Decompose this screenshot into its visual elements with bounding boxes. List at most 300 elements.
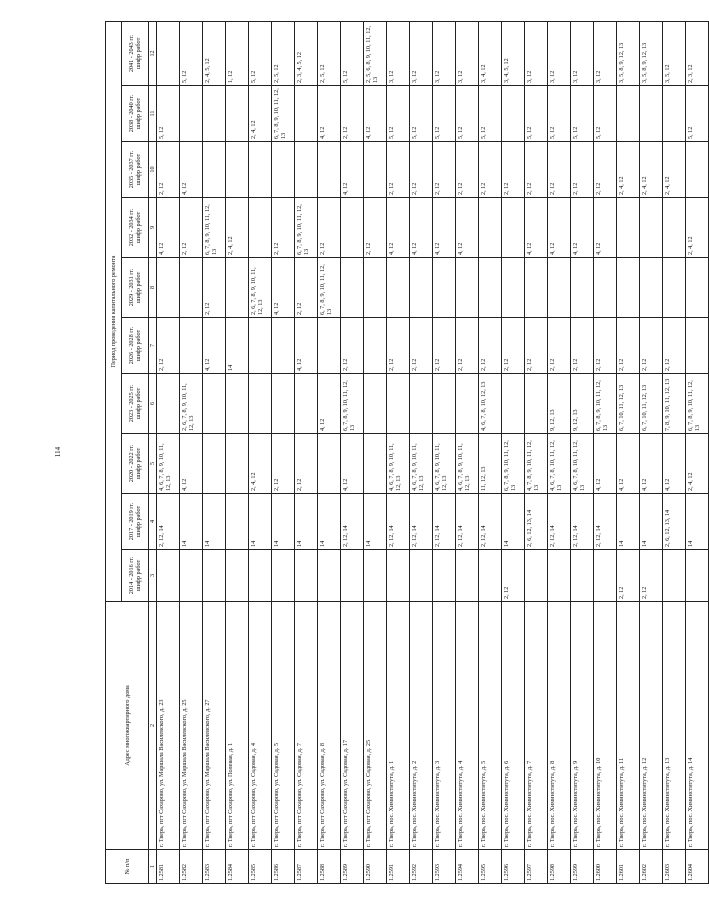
work-code-cell: 5, 12 — [686, 86, 709, 142]
work-code-cell: 2, 12 — [594, 318, 617, 374]
page-number: 114 — [54, 446, 62, 458]
table-row — [479, 21, 502, 883]
column-number: 8 — [149, 258, 157, 318]
period-subtitle: шифр работ — [135, 447, 142, 480]
work-code-cell: 3, 12 — [525, 21, 548, 85]
work-code-cell — [663, 550, 686, 602]
work-code-cell — [479, 550, 502, 602]
table-row — [525, 21, 548, 883]
work-code-cell: 3, 5, 8, 9, 12, 13 — [617, 21, 640, 85]
work-code-cell — [180, 318, 203, 374]
row-number: 1.2603 — [663, 850, 686, 884]
work-code-cell — [180, 258, 203, 318]
work-code-cell: 2, 12 — [318, 198, 341, 258]
row-number: 1.2598 — [548, 850, 571, 884]
work-code-cell: 5, 12 — [387, 86, 410, 142]
work-code-cell — [663, 86, 686, 142]
table-row — [502, 21, 525, 883]
work-code-cell: 2, 12 — [479, 318, 502, 374]
work-code-cell — [226, 86, 249, 142]
work-code-cell — [249, 318, 272, 374]
work-code-cell — [249, 374, 272, 434]
work-code-cell: 14 — [295, 494, 318, 550]
row-address: г. Тверь, пгт Сахарово, ул. Маршала Василевского, д. 27 — [203, 602, 226, 850]
work-code-cell — [364, 318, 387, 374]
work-code-cell: 2, 12 — [571, 318, 594, 374]
header-period: Период проведения капитального ремонта — [106, 21, 122, 601]
work-code-cell: 2, 4, 12 — [686, 434, 709, 494]
row-number: 1.2599 — [571, 850, 594, 884]
work-code-cell — [203, 550, 226, 602]
work-code-cell — [479, 258, 502, 318]
work-code-cell — [203, 374, 226, 434]
work-code-cell: 2, 12 — [272, 434, 295, 494]
row-address: г. Тверь, пос. Химинститута, д. 8 — [548, 602, 571, 850]
work-code-cell: 6, 7, 8, 9, 10, 11, 12, 13 — [594, 374, 617, 434]
row-address: г. Тверь, пос. Химинститута, д. 10 — [594, 602, 617, 850]
work-code-cell: 2, 12 — [663, 318, 686, 374]
work-code-cell: 2, 12 — [341, 318, 364, 374]
work-code-cell: 4, 12 — [295, 318, 318, 374]
work-code-cell — [663, 258, 686, 318]
work-code-cell — [203, 86, 226, 142]
work-code-cell — [157, 374, 180, 434]
row-number: 1.2586 — [272, 850, 295, 884]
row-number: 1.2596 — [502, 850, 525, 884]
work-code-cell — [272, 550, 295, 602]
period-subtitle: шифр работ — [135, 271, 142, 304]
row-address: г. Тверь, пос. Химинститута, д. 12 — [640, 602, 663, 850]
work-code-cell: 14 — [502, 494, 525, 550]
rotated-table-container — [105, 22, 701, 884]
work-code-cell: 2, 12 — [157, 142, 180, 198]
header-period-8 — [122, 142, 149, 198]
row-number: 1.2583 — [203, 850, 226, 884]
table-row — [594, 21, 617, 883]
work-code-cell: 14 — [272, 494, 295, 550]
work-code-cell: 14 — [318, 494, 341, 550]
column-number: 3 — [149, 550, 157, 602]
work-code-cell: 3, 12 — [548, 21, 571, 85]
period-range: 2038 - 2040 гг. — [128, 94, 135, 133]
row-number: 1.2589 — [341, 850, 364, 884]
row-number: 1.2604 — [686, 850, 709, 884]
work-code-cell: 2, 12 — [640, 550, 663, 602]
work-code-cell: 4, 12 — [410, 198, 433, 258]
row-address: г. Тверь, пос. Химинститута, д. 14 — [686, 602, 709, 850]
work-code-cell: 14 — [180, 494, 203, 550]
work-code-cell: 4, 12 — [180, 142, 203, 198]
work-code-cell — [272, 374, 295, 434]
work-code-cell: 6, 7, 8, 9, 10, 11, 12, 13 — [341, 374, 364, 434]
work-code-cell: 2, 12 — [410, 318, 433, 374]
work-code-cell: 3, 12 — [410, 21, 433, 85]
work-code-cell: 2, 6, 7, 8, 9, 10, 11, 12, 13 — [180, 374, 203, 434]
table-row — [387, 21, 410, 883]
work-code-cell — [525, 550, 548, 602]
work-code-cell: 2, 12 — [387, 318, 410, 374]
work-code-cell — [318, 142, 341, 198]
work-code-cell: 3, 5, 12 — [663, 21, 686, 85]
work-code-cell — [594, 550, 617, 602]
work-code-cell — [410, 374, 433, 434]
work-code-cell: 4, 12 — [571, 198, 594, 258]
work-code-cell: 2, 12, 14 — [548, 494, 571, 550]
work-code-cell — [456, 550, 479, 602]
work-code-cell: 3, 12 — [594, 21, 617, 85]
work-code-cell: 2, 12 — [548, 318, 571, 374]
table-body — [157, 21, 709, 883]
work-code-cell: 4, 6, 7, 8, 9, 10, 11, 12, 13 — [157, 434, 180, 494]
column-number: 10 — [149, 142, 157, 198]
header-period-1 — [122, 550, 149, 602]
table-row — [249, 21, 272, 883]
work-code-cell: 2, 5, 6, 8, 9, 10, 11, 12, 13 — [364, 21, 387, 85]
work-code-cell: 14 — [203, 494, 226, 550]
column-number: 12 — [149, 21, 157, 85]
work-code-cell: 5, 12 — [456, 86, 479, 142]
work-code-cell: 2, 3, 12 — [686, 21, 709, 85]
work-code-cell — [387, 258, 410, 318]
work-code-cell: 2, 12 — [180, 198, 203, 258]
work-code-cell — [410, 258, 433, 318]
column-number: 5 — [149, 434, 157, 494]
work-code-cell: 5, 12 — [157, 86, 180, 142]
header-no: № п/п — [106, 850, 149, 884]
work-code-cell: 6, 7, 8, 9, 10, 11, 12, 13 — [318, 258, 341, 318]
work-code-cell — [525, 374, 548, 434]
row-number: 1.2584 — [226, 850, 249, 884]
work-code-cell — [364, 434, 387, 494]
work-code-cell: 3, 12 — [433, 21, 456, 85]
row-address: г. Тверь, пгт Сахарово, ул. Садовая, д. 4 — [249, 602, 272, 850]
work-code-cell — [502, 86, 525, 142]
work-code-cell: 3, 5, 8, 9, 12, 13 — [640, 21, 663, 85]
work-code-cell — [203, 142, 226, 198]
row-address: г. Тверь, пос. Химинститута, д. 6 — [502, 602, 525, 850]
row-address: г. Тверь, пос. Химинститута, д. 1 — [387, 602, 410, 850]
work-code-cell: 2, 3, 4, 5, 12 — [295, 21, 318, 85]
work-code-cell: 6, 7, 10, 11, 12, 13 — [617, 374, 640, 434]
work-code-cell: 2, 12 — [203, 258, 226, 318]
work-code-cell: 2, 4, 12 — [249, 434, 272, 494]
row-address: г. Тверь, пос. Химинститута, д. 11 — [617, 602, 640, 850]
table-row — [272, 21, 295, 883]
work-code-cell: 4, 12 — [180, 434, 203, 494]
work-code-cell: 2, 12, 14 — [157, 494, 180, 550]
work-code-cell: 2, 5, 12 — [318, 21, 341, 85]
period-subtitle: шифр работ — [135, 211, 142, 244]
work-code-cell: 4, 12 — [433, 198, 456, 258]
work-code-cell — [249, 142, 272, 198]
work-code-cell — [226, 550, 249, 602]
work-code-cell: 2, 4, 12 — [249, 86, 272, 142]
work-code-cell — [433, 374, 456, 434]
period-range: 2023 - 2025 гг. — [128, 384, 135, 423]
work-code-cell — [387, 374, 410, 434]
work-code-cell: 2, 4, 12 — [663, 142, 686, 198]
work-code-cell — [226, 374, 249, 434]
work-code-cell: 5, 12 — [571, 86, 594, 142]
period-range: 2035 - 2037 гг. — [128, 150, 135, 189]
work-code-cell: 4, 6, 7, 8, 10, 12, 13 — [479, 374, 502, 434]
work-code-cell: 2, 12 — [456, 318, 479, 374]
row-number: 1.2597 — [525, 850, 548, 884]
work-code-cell: 4, 12 — [203, 318, 226, 374]
header-address: Адрес многоквартирного дома — [106, 602, 149, 850]
row-address: г. Тверь, пос. Химинститута, д. 7 — [525, 602, 548, 850]
work-code-cell: 2, 12 — [295, 258, 318, 318]
table-row — [663, 21, 686, 883]
work-code-cell: 2, 6, 12, 13, 14 — [525, 494, 548, 550]
work-code-cell: 4, 6, 7, 8, 9, 10, 11, 12, 13 — [433, 434, 456, 494]
work-code-cell — [686, 550, 709, 602]
work-code-cell: 4, 12 — [318, 86, 341, 142]
work-code-cell — [180, 86, 203, 142]
work-code-cell: 6, 7, 8, 9, 10, 11, 12, 13 — [295, 198, 318, 258]
work-code-cell: 2, 12 — [479, 142, 502, 198]
work-code-cell — [548, 258, 571, 318]
work-code-cell — [295, 374, 318, 434]
table-row — [226, 21, 249, 883]
period-subtitle: шифр работ — [135, 329, 142, 362]
work-code-cell: 4, 12 — [617, 434, 640, 494]
work-code-cell: 6, 7, 8, 9, 10, 11, 12, 13 — [502, 434, 525, 494]
work-code-cell: 5, 12 — [433, 86, 456, 142]
row-address: г. Тверь, пос. Химинститута, д. 3 — [433, 602, 456, 850]
work-code-cell: 4, 6, 7, 8, 9, 10, 11, 12, 13 — [410, 434, 433, 494]
work-code-cell — [387, 550, 410, 602]
work-code-cell: 14 — [617, 494, 640, 550]
work-code-cell: 5, 12 — [410, 86, 433, 142]
work-code-cell: 2, 12 — [272, 198, 295, 258]
table-row — [295, 21, 318, 883]
column-number: 6 — [149, 374, 157, 434]
row-number: 1.2602 — [640, 850, 663, 884]
work-code-cell — [686, 142, 709, 198]
work-code-cell: 2, 12 — [502, 142, 525, 198]
header-period-2 — [122, 494, 149, 550]
work-code-cell: 3, 12 — [387, 21, 410, 85]
work-code-cell: 3, 4, 12 — [479, 21, 502, 85]
work-code-cell: 2, 12 — [548, 142, 571, 198]
work-code-cell — [249, 550, 272, 602]
column-number: 11 — [149, 86, 157, 142]
work-code-cell: 5, 12 — [249, 21, 272, 85]
column-number: 1 — [149, 850, 157, 884]
row-number: 1.2585 — [249, 850, 272, 884]
work-code-cell — [318, 434, 341, 494]
row-number: 1.2594 — [456, 850, 479, 884]
period-range: 2029 - 2031 гг. — [128, 268, 135, 307]
work-code-cell — [318, 550, 341, 602]
work-code-cell: 2, 12 — [525, 318, 548, 374]
row-number: 1.2593 — [433, 850, 456, 884]
work-code-cell — [341, 258, 364, 318]
work-code-cell: 5, 12 — [548, 86, 571, 142]
work-code-cell — [318, 318, 341, 374]
work-code-cell: 1, 12 — [226, 21, 249, 85]
work-code-cell: 6, 7, 8, 9, 10, 11, 12, 13 — [203, 198, 226, 258]
work-code-cell: 2, 4, 5, 12 — [203, 21, 226, 85]
work-code-cell — [226, 258, 249, 318]
table-row — [364, 21, 387, 883]
work-code-cell — [226, 494, 249, 550]
work-code-cell: 14 — [640, 494, 663, 550]
work-code-cell: 2, 12 — [433, 142, 456, 198]
header-period-4 — [122, 374, 149, 434]
table-header — [106, 21, 157, 883]
period-subtitle: шифр работ — [135, 505, 142, 538]
row-address: г. Тверь, пос. Химинститута, д. 4 — [456, 602, 479, 850]
header-period-7 — [122, 198, 149, 258]
work-code-cell: 4, 6, 7, 8, 9, 10, 11, 12, 13 — [387, 434, 410, 494]
row-number: 1.2588 — [318, 850, 341, 884]
work-code-cell: 4, 12 — [456, 198, 479, 258]
work-code-cell: 2, 6, 7, 8, 9, 10, 11, 12, 13 — [249, 258, 272, 318]
period-subtitle: шифр работ — [135, 387, 142, 420]
work-code-cell: 6, 7, 10, 11, 12, 13 — [640, 374, 663, 434]
row-address: г. Тверь, пгт Сахарово, ул. Садовая, д. 5 — [272, 602, 295, 850]
work-code-cell: 4, 12 — [157, 198, 180, 258]
work-code-cell — [548, 550, 571, 602]
work-code-cell — [640, 86, 663, 142]
work-code-cell — [571, 258, 594, 318]
work-code-cell — [341, 550, 364, 602]
work-code-cell — [456, 374, 479, 434]
work-code-cell: 2, 12 — [295, 434, 318, 494]
work-code-cell: 14 — [249, 494, 272, 550]
header-period-9 — [122, 86, 149, 142]
table-row — [157, 21, 180, 883]
work-code-cell: 4, 12 — [272, 258, 295, 318]
row-number: 1.2600 — [594, 850, 617, 884]
work-code-cell: 4, 12 — [548, 198, 571, 258]
period-subtitle: шифр работ — [135, 153, 142, 186]
work-code-cell: 7, 8, 9, 10, 11, 12, 13 — [663, 374, 686, 434]
period-range: 2026 - 2028 гг. — [128, 326, 135, 365]
work-code-cell: 2, 12 — [502, 550, 525, 602]
work-code-cell — [203, 434, 226, 494]
work-code-cell: 4, 12 — [640, 434, 663, 494]
work-code-cell: 2, 12 — [433, 318, 456, 374]
work-code-cell: 2, 12 — [571, 142, 594, 198]
work-code-cell: 2, 12, 14 — [341, 494, 364, 550]
work-code-cell: 14 — [226, 318, 249, 374]
work-code-cell: 2, 12, 14 — [387, 494, 410, 550]
table-row — [180, 21, 203, 883]
table-row — [548, 21, 571, 883]
work-code-cell — [272, 142, 295, 198]
work-code-cell — [157, 21, 180, 85]
work-code-cell — [157, 550, 180, 602]
work-code-cell: 9, 12, 13 — [548, 374, 571, 434]
work-code-cell: 2, 12, 14 — [479, 494, 502, 550]
row-number: 1.2590 — [364, 850, 387, 884]
period-range: 2041 - 2043 гг. — [128, 34, 135, 73]
work-code-cell: 4, 6, 7, 8, 10, 11, 12, 13 — [548, 434, 571, 494]
work-code-cell: 4, 6, 7, 8, 10, 11, 12, 13 — [571, 434, 594, 494]
row-address: г. Тверь, пгт Сахарово, ул. Садовая, д. 25 — [364, 602, 387, 850]
work-code-cell: 2, 4, 12 — [226, 198, 249, 258]
table-row — [318, 21, 341, 883]
row-address: г. Тверь, пос. Химинститута, д. 13 — [663, 602, 686, 850]
work-code-cell: 2, 5, 12 — [272, 21, 295, 85]
column-number: 4 — [149, 494, 157, 550]
table-row — [617, 21, 640, 883]
work-code-cell: 4, 7, 8, 9, 10, 11, 12, 13 — [525, 434, 548, 494]
work-code-cell — [180, 550, 203, 602]
work-code-cell — [502, 258, 525, 318]
work-code-cell: 2, 12 — [617, 550, 640, 602]
period-subtitle: шифр работ — [135, 559, 142, 592]
work-code-cell: 3, 12 — [571, 21, 594, 85]
row-number: 1.2587 — [295, 850, 318, 884]
row-number: 1.2581 — [157, 850, 180, 884]
work-code-cell — [502, 198, 525, 258]
work-code-cell: 4, 12 — [525, 198, 548, 258]
period-subtitle: шифр работ — [135, 37, 142, 70]
work-code-cell: 2, 6, 12, 13, 14 — [663, 494, 686, 550]
work-code-cell: 14 — [364, 494, 387, 550]
work-code-cell: 2, 12 — [157, 318, 180, 374]
work-code-cell: 2, 12 — [594, 142, 617, 198]
work-code-cell: 6, 7, 8, 9, 10, 11, 12, 13 — [272, 86, 295, 142]
work-code-cell: 4, 12 — [594, 198, 617, 258]
work-code-cell — [410, 550, 433, 602]
work-code-cell — [594, 258, 617, 318]
column-number: 9 — [149, 198, 157, 258]
work-code-cell: 2, 12, 14 — [410, 494, 433, 550]
row-address: г. Тверь, пгт Сахарово, ул. Садовая, д. 8 — [318, 602, 341, 850]
work-code-cell: 11, 12, 13 — [479, 434, 502, 494]
work-code-cell: 5, 12 — [525, 86, 548, 142]
table-row — [410, 21, 433, 883]
row-address: г. Тверь, пгт Сахарово, ул. Маршала Василевского, д. 23 — [157, 602, 180, 850]
row-address: г. Тверь, пгт Сахарово, ул. Маршала Василевского, д. 25 — [180, 602, 203, 850]
period-range: 2017 - 2019 гг. — [128, 502, 135, 541]
work-code-cell — [295, 86, 318, 142]
work-code-cell — [502, 374, 525, 434]
work-code-cell: 5, 12 — [594, 86, 617, 142]
work-code-cell: 2, 12 — [364, 198, 387, 258]
work-code-cell — [640, 198, 663, 258]
work-code-cell: 2, 12 — [502, 318, 525, 374]
column-number: 7 — [149, 318, 157, 374]
work-code-cell: 2, 12, 14 — [594, 494, 617, 550]
header-period-5 — [122, 318, 149, 374]
work-code-cell — [226, 142, 249, 198]
row-address: г. Тверь, пгт Сахарово, ул. Садовая, д. 7 — [295, 602, 318, 850]
work-code-cell: 2, 4, 12 — [617, 142, 640, 198]
work-code-cell: 4, 12 — [663, 434, 686, 494]
header-period-6 — [122, 258, 149, 318]
row-number: 1.2582 — [180, 850, 203, 884]
work-code-cell: 4, 12 — [341, 142, 364, 198]
work-code-cell — [272, 318, 295, 374]
work-code-cell: 6, 7, 8, 9, 10, 11, 12, 13 — [686, 374, 709, 434]
table-row — [341, 21, 364, 883]
work-code-cell — [364, 258, 387, 318]
work-code-cell — [617, 86, 640, 142]
work-code-cell — [640, 258, 663, 318]
work-code-cell: 3, 12 — [456, 21, 479, 85]
work-code-cell: 2, 4, 12 — [640, 142, 663, 198]
work-code-cell — [341, 198, 364, 258]
work-code-cell: 5, 12 — [341, 21, 364, 85]
header-period-3 — [122, 434, 149, 494]
work-code-cell — [686, 318, 709, 374]
